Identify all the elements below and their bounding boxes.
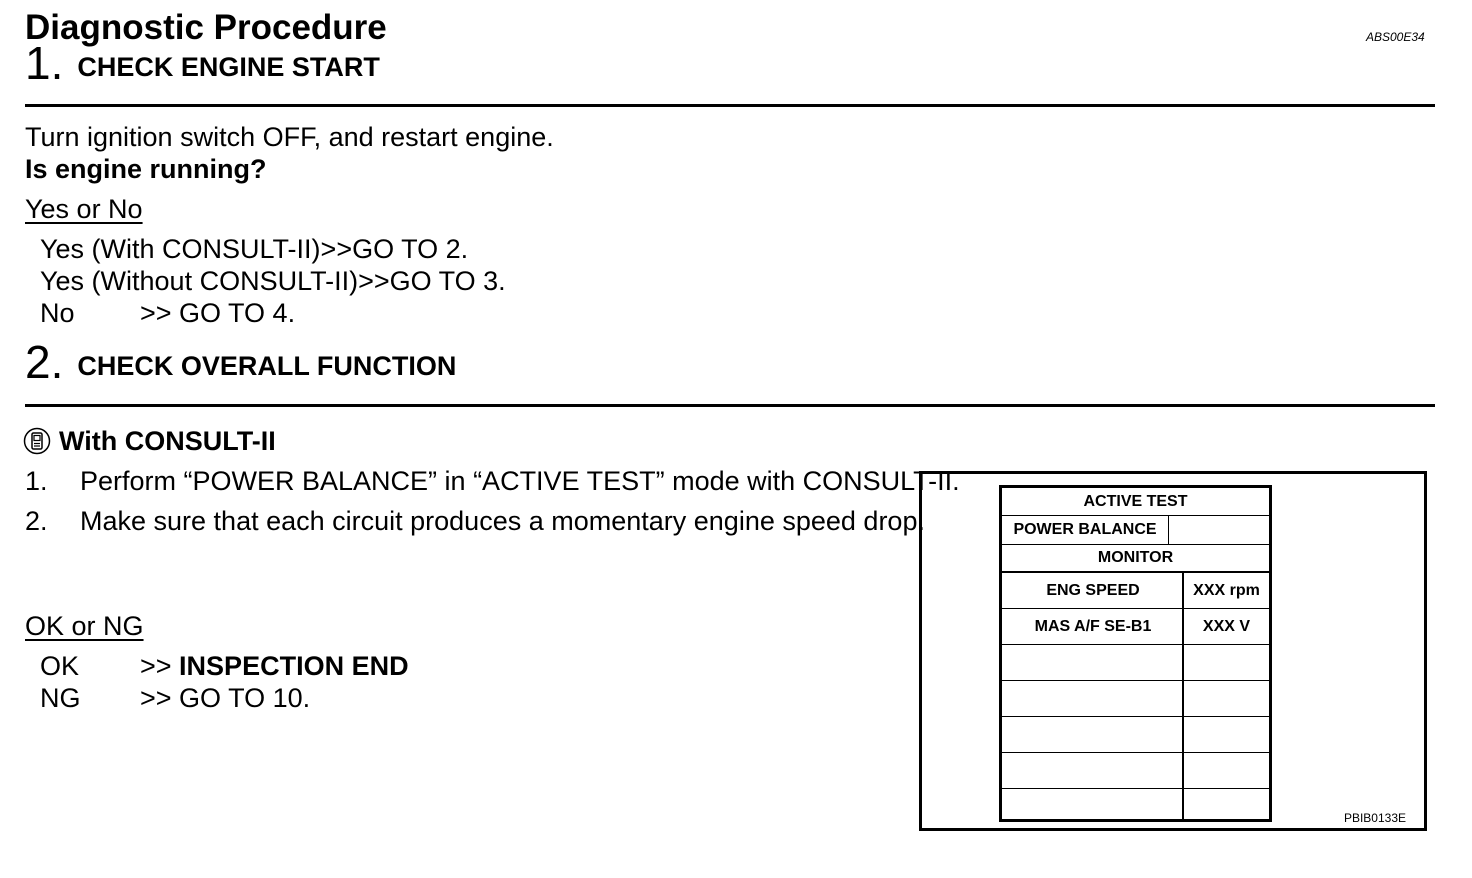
method-label: With CONSULT-II: [59, 426, 276, 456]
table-row: [1002, 645, 1269, 681]
answer-no-result: >> GO TO 4.: [140, 298, 296, 328]
list-item: 2. Make sure that each circuit produces a momentary engine speed drop.: [25, 506, 925, 536]
screen-header: ACTIVE TEST: [1002, 488, 1269, 516]
divider: [25, 104, 1435, 107]
table-row: [1002, 789, 1269, 825]
step-1-heading: 1. CHECK ENGINE START: [25, 37, 380, 89]
document-code: ABS00E34: [1366, 30, 1425, 44]
answer-no-label: No: [40, 298, 75, 328]
step-1-number: 1: [25, 37, 51, 89]
screen-monitor: MONITOR: [1002, 545, 1269, 573]
step-1-answer-heading: Yes or No: [25, 194, 143, 224]
table-row: [1002, 681, 1269, 717]
step-1-instruction: Turn ignition switch OFF, and restart engine.: [25, 122, 554, 152]
answer-ng-result: GO TO 10.: [179, 683, 311, 713]
answer-ng: NG >> GO TO 10.: [40, 683, 311, 713]
method-line: [23, 425, 276, 457]
consult-tester-icon: [23, 427, 51, 455]
answer-ok-result: INSPECTION END: [179, 651, 409, 681]
step-2-heading: 2. CHECK OVERALL FUNCTION: [25, 336, 457, 388]
consult-screen-figure: [919, 471, 1427, 831]
table-row: ENG SPEED XXX rpm: [1002, 573, 1269, 609]
step-2-number: 2: [25, 336, 51, 388]
divider: [25, 404, 1435, 407]
answer-yes-with-consult: Yes (With CONSULT-II)>>GO TO 2.: [40, 234, 469, 264]
list-item: 1. Perform “POWER BALANCE” in “ACTIVE TEST” mode with CONSULT-II.: [25, 466, 960, 496]
step-1-title: CHECK ENGINE START: [77, 52, 380, 82]
step-2-answer-heading: OK or NG: [25, 611, 144, 641]
answer-ok: OK >> INSPECTION END: [40, 651, 409, 681]
screen-test-item: POWER BALANCE: [1002, 516, 1269, 545]
answer-no: [40, 297, 295, 329]
page-title: Diagnostic Procedure: [25, 8, 387, 47]
step-2-title: CHECK OVERALL FUNCTION: [77, 351, 457, 381]
answer-yes-without-consult: Yes (Without CONSULT-II)>>GO TO 3.: [40, 266, 506, 296]
consult-screen: [999, 485, 1272, 822]
table-row: MAS A/F SE-B1 XXX V: [1002, 609, 1269, 645]
column-divider: [1182, 573, 1184, 819]
step-1-question: Is engine running?: [25, 154, 267, 184]
figure-code: PBIB0133E: [1343, 811, 1406, 825]
procedure-steps: [25, 465, 960, 545]
table-row: [1002, 717, 1269, 753]
table-row: [1002, 753, 1269, 789]
